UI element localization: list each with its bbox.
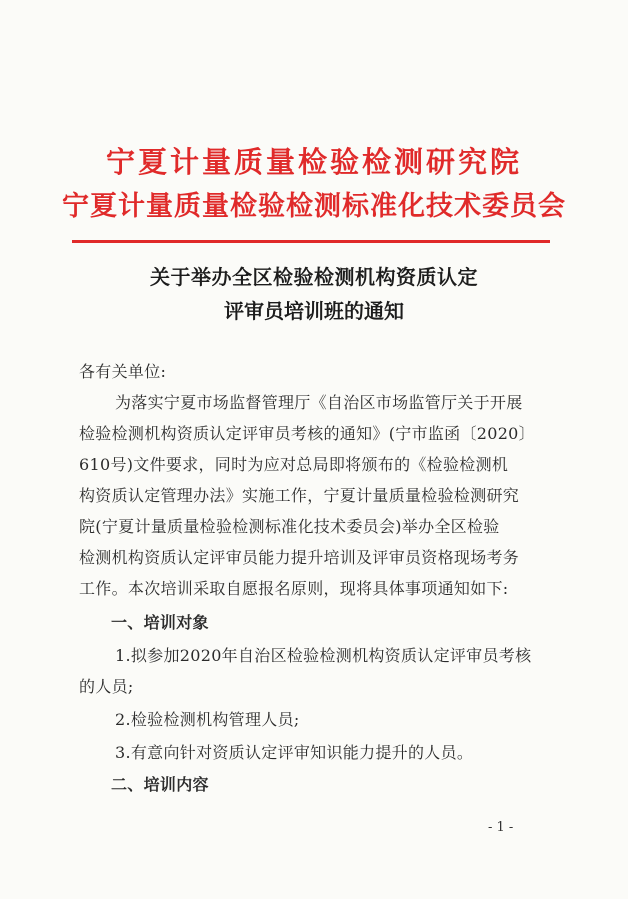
notice-title-line-2: 评审员培训班的通知 [224, 299, 404, 323]
list-item: 1.拟参加2020年自治区检验检测机构资质认定评审员考核 [115, 646, 532, 665]
paragraph-line: 检验检测机构资质认定评审员考核的通知》(宁市监函〔2020〕 [79, 424, 535, 443]
org-name-primary: 宁夏计量质量检验检测研究院 [105, 145, 522, 179]
list-item: 3.有意向针对资质认定评审知识能力提升的人员。 [115, 743, 474, 762]
notice-title-line-1: 关于举办全区检验检测机构资质认定 [150, 265, 478, 289]
red-divider-line [72, 240, 550, 243]
org-name-secondary: 宁夏计量质量检验检测标准化技术委员会 [62, 191, 566, 222]
paragraph-line: 610号)文件要求，同时为应对总局即将颁布的《检验检测机 [79, 455, 509, 474]
section-heading-training-target: 一、培训对象 [111, 613, 209, 632]
page-number: - 1 - [488, 820, 514, 835]
paragraph-line: 院(宁夏计量质量检验检测标准化技术委员会)举办全区检验 [79, 517, 500, 536]
section-heading-training-content: 二、培训内容 [111, 775, 209, 794]
list-item-continuation: 的人员; [79, 677, 134, 696]
salutation: 各有关单位: [79, 362, 167, 381]
paragraph-line: 检测机构资质认定评审员能力提升培训及评审员资格现场考务 [79, 548, 520, 567]
paragraph-line: 为落实宁夏市场监督管理厅《自治区市场监管厅关于开展 [115, 393, 523, 412]
paragraph-line: 工作。本次培训采取自愿报名原则，现将具体事项通知如下: [79, 579, 509, 598]
paragraph-line: 构资质认定管理办法》实施工作，宁夏计量质量检验检测研究 [79, 486, 520, 505]
list-item: 2.检验检测机构管理人员; [115, 710, 300, 729]
